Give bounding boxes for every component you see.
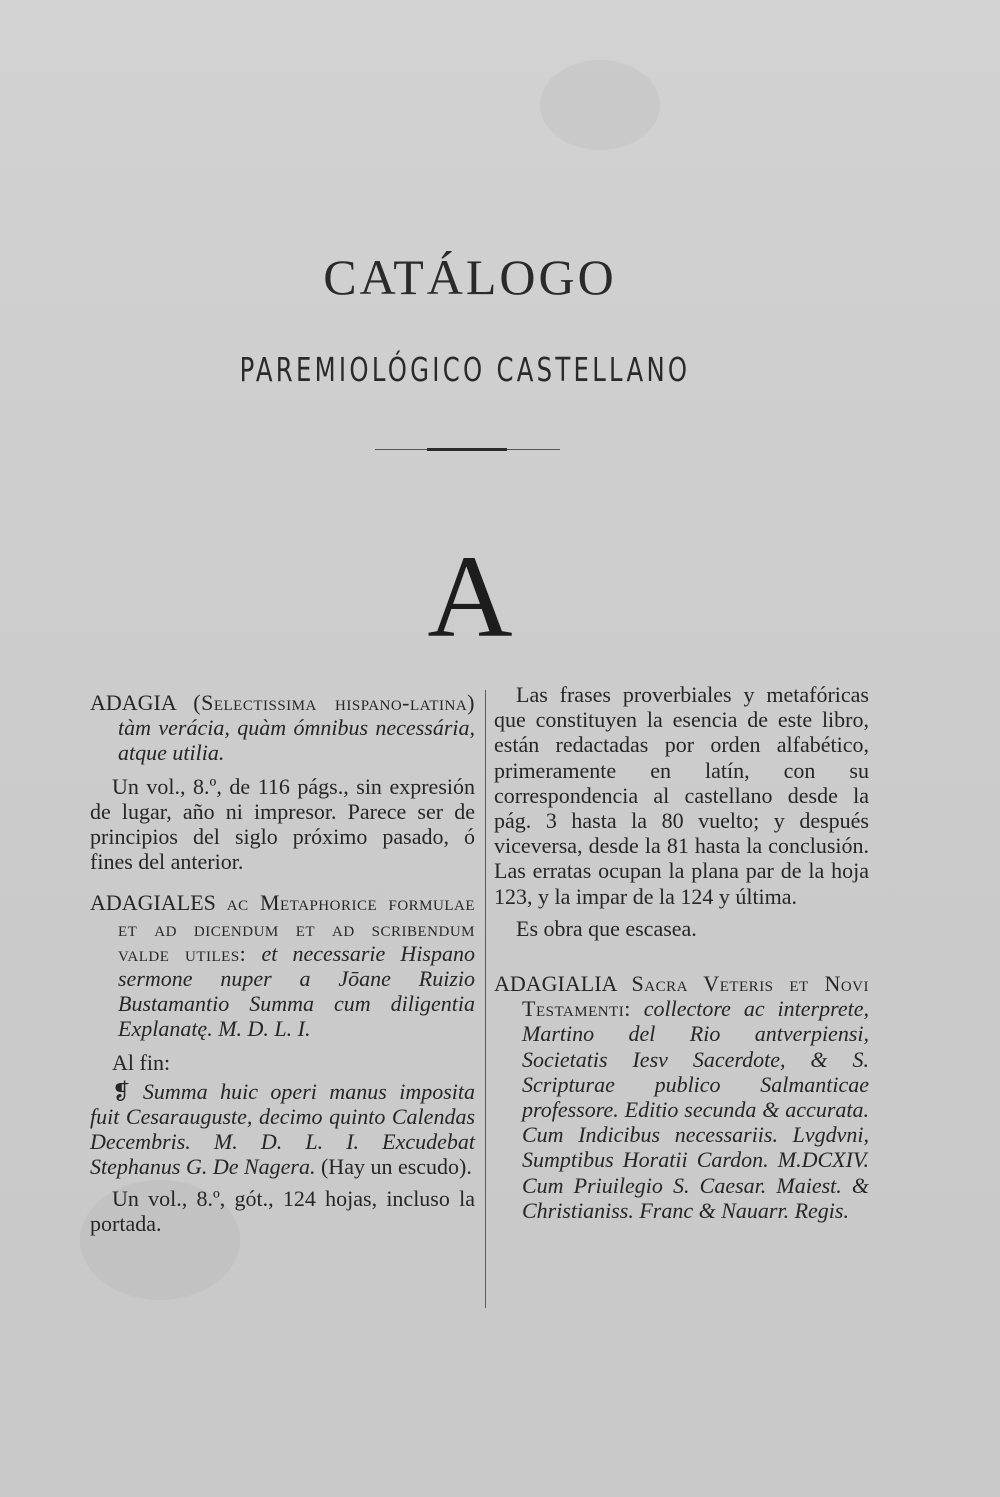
entry-colophon [90, 1079, 475, 1180]
rule-thick-line [427, 448, 507, 451]
paper-stain [540, 60, 660, 150]
entry-adagiales-description: Un vol., 8.º, gót., 124 hojas, incluso la portada. [90, 1185, 475, 1236]
entry-adagia-description: Un vol., 8.º, de 116 págs., sin expresión de lugar, año ni impresor. Parece ser de principios del siglo próximo pasado, ó fines del anterior. [90, 773, 475, 875]
column-divider [485, 690, 486, 1308]
page-title: CATÁLOGO [323, 249, 617, 305]
entry-headword: ADAGIALIA [494, 971, 617, 997]
entry-smallcaps-title: Sacra Veteris et Novi Testamenti: [522, 971, 869, 1022]
entry-adagiales-continuation: Las frases proverbiales y metafóricas que constituyen la esencia de este libro, están redactadas por orden alfabético, primeramente en latín, con su correspondencia al castellano desde la pág. 3 hasta la 80 vuelto; y después viceversa, desde la 81 hasta la conclusión. Las erratas ocupan la plana par de la hoja 123, y la impar de la 124 y última. [494, 682, 869, 909]
entry-italic-title: tàm verácia, quàm ómnibus necessária, atque utilia. [118, 715, 475, 766]
left-column [90, 690, 475, 1243]
section-letter: A [427, 531, 513, 662]
entry-adagiales-heading [90, 890, 475, 1041]
entry-adagia-heading [90, 690, 475, 766]
entry-headword: ADAGIALES [90, 890, 216, 916]
entry-adagialia-heading [494, 971, 869, 1223]
ornamental-rule [375, 448, 560, 452]
page-subtitle: PAREMIOLÓGICO CASTELLANO [239, 350, 691, 389]
entry-smallcaps-title: (Selectissima hispano-latina) [193, 690, 475, 715]
entry-smallcaps-title: ac Metaphorice formulae et ad dicendum et ad scribendum valde utiles: [118, 890, 475, 966]
colophon-text: Summa huic operi manus imposita fuit Cesarauguste, decimo quinto Calendas Decembris. M. D. L. I. Excudebat Stephanus G. De Nagera. [90, 1078, 476, 1180]
entry-italic-title: et necessarie Hispano sermone nuper a Jōane Ruizio Bustamantio Summa cum diligentia Explanatę. M. D. L. I. [118, 940, 475, 1042]
entry-adagiales-note: Es obra que escasea. [516, 915, 697, 941]
colophon-mark: ❡ [112, 1078, 131, 1104]
right-column [494, 682, 869, 1231]
entry-headword: ADAGIA [90, 690, 176, 715]
entry-italic-title: collectore ac interprete, Martino del Rio antverpiensi, Societatis Iesv Sacerdote, & S. Scripturae publico Salmanticae professore. Editio secunda & accurata. Cum Indicibus necessariis. Lvgdvni, Sumptibus Horatii Cardon. M.DCXIV. Cum Priuilegio S. Caesar. Maiest. & Christianiss. Franc & Nauarr. Regis. [522, 996, 869, 1223]
entry-al-fin: Al fin: [112, 1049, 171, 1075]
colophon-note: (Hay un escudo). [320, 1154, 472, 1180]
